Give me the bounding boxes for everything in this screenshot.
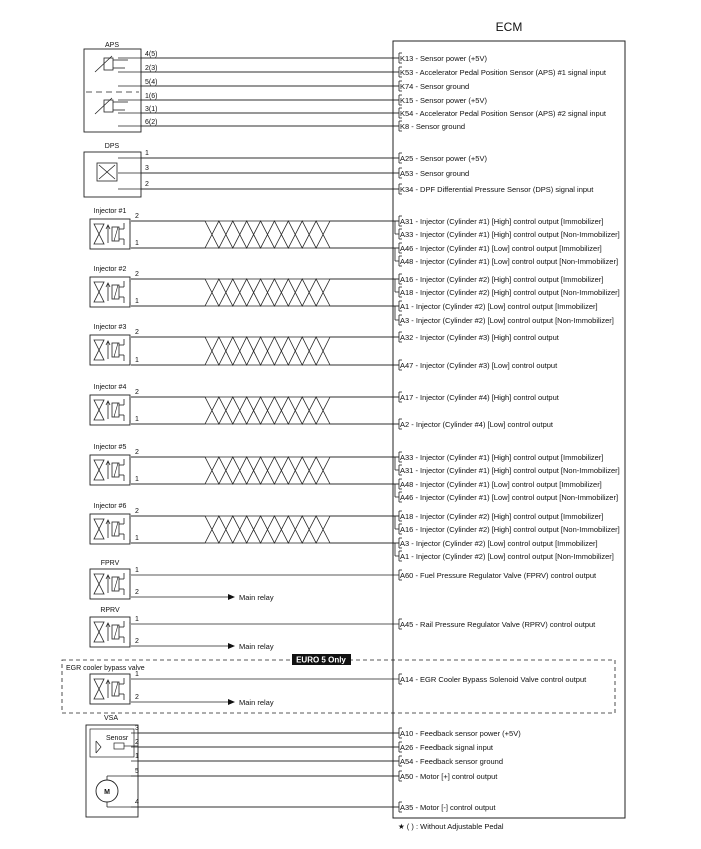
ecm-pin-code: A3 — [400, 316, 410, 325]
coil-icon — [114, 227, 118, 241]
ecm-pin-label — [400, 244, 602, 253]
coil-icon — [114, 343, 118, 357]
ecm-pin-code: A33 — [400, 453, 414, 462]
ecm-pin-desc: Sensor ground — [415, 122, 466, 131]
ecm-pin-code: K8 — [400, 122, 410, 131]
coil-icon — [112, 285, 119, 299]
ecm-pin-label — [400, 571, 597, 580]
aps-pin-label: 4(5) — [145, 51, 158, 58]
ecm-pin-code: A3 — [400, 539, 410, 548]
ecm-pin-desc: Injector (Cylinder #2) [Low] control output [Non-Immobilizer] — [415, 316, 614, 325]
solenoid-icon — [94, 574, 104, 594]
injector-pin-label: 1 — [135, 240, 139, 247]
ecm-pin-sep: - — [413, 169, 421, 178]
ecm-pin-sep: - — [413, 393, 421, 402]
ecm-pin-label — [400, 82, 469, 91]
ecm-pin-sep: - — [413, 54, 421, 63]
injector-pin-label: 2 — [135, 508, 139, 515]
injector-pin-label: 1 — [135, 535, 139, 542]
twisted-pair-wire — [205, 457, 330, 484]
arrow-right-icon — [228, 699, 235, 705]
injector-pin-label: 2 — [135, 329, 139, 336]
ecm-pin-code: A46 — [400, 493, 414, 502]
motor-label: M — [104, 789, 110, 796]
valve-pin-label: 2 — [135, 589, 139, 596]
dps-title: DPS — [104, 143, 120, 150]
injector-pin-label: 2 — [135, 271, 139, 278]
ecm-pin-label — [400, 512, 603, 521]
ecm-pin-code: K34 — [400, 185, 414, 194]
ecm-pin-desc: Fuel Pressure Regulator Valve (FPRV) control output — [420, 571, 597, 580]
egr-title: EGR cooler bypass valve — [66, 665, 145, 672]
injector-title: Injector #2 — [93, 266, 127, 273]
injector-4 — [90, 384, 139, 425]
ecm-pin-desc: DPF Differential Pressure Sensor (DPS) signal input — [420, 185, 594, 194]
solenoid-icon — [94, 519, 104, 539]
aps-pin-label: 2(3) — [145, 65, 158, 72]
coil-icon — [112, 625, 119, 639]
ecm-pin-sep: - — [413, 772, 421, 781]
injector-title: Injector #5 — [93, 444, 127, 451]
ecm-pin-code: A54 — [400, 757, 414, 766]
ecm-pin-code: K54 — [400, 109, 414, 118]
ecm-pin-label — [400, 217, 603, 226]
ecm-pin-sep: - — [413, 288, 421, 297]
euro5-region — [62, 660, 615, 713]
ecm-pin-label — [400, 757, 503, 766]
ecm-title: ECM — [495, 20, 523, 34]
coil-icon — [112, 463, 119, 477]
injector-title: Injector #6 — [93, 503, 127, 510]
coil-icon — [114, 522, 118, 536]
ecm-pin-desc: Rail Pressure Regulator Valve (RPRV) control output — [420, 620, 596, 629]
fprv-valve — [90, 560, 274, 602]
ecm-pin-code: A1 — [400, 552, 410, 561]
ecm-pin-sep: - — [413, 109, 420, 118]
ecm-pin-label — [400, 185, 594, 194]
injector-5 — [90, 444, 139, 485]
ecm-pin-sep: - — [409, 302, 416, 311]
potentiometer-arrow-icon — [95, 56, 112, 72]
aps-title: APS — [104, 42, 120, 49]
injector-1 — [90, 208, 139, 249]
ecm-pin-sep: - — [413, 361, 421, 370]
ecm-pin-desc: Injector (Cylinder #2) [High] control output [Non-Immobilizer] — [420, 525, 620, 534]
ecm-pin-desc: Injector (Cylinder #1) [Low] control output [Immobilizer] — [420, 244, 602, 253]
ecm-pin-label — [400, 480, 602, 489]
injector-pin-label: 1 — [135, 298, 139, 305]
ecm-pin-code: A31 — [400, 466, 414, 475]
ecm-pin-code: A10 — [400, 729, 414, 738]
ecm-pin-sep: - — [409, 122, 416, 131]
ecm-connectors — [399, 53, 620, 812]
coil-icon — [112, 343, 119, 357]
twisted-pair-wire — [205, 516, 330, 543]
ecm-pin-code: A18 — [400, 512, 414, 521]
ecm-pin-label — [400, 316, 614, 325]
ecm-pin-label — [400, 393, 560, 402]
vsa-sensor-label: Senosr — [106, 735, 129, 742]
dps-pin-label: 2 — [145, 181, 149, 188]
ecm-pin-sep: - — [413, 757, 421, 766]
injector-title: Injector #4 — [93, 384, 127, 391]
solenoid-icon — [94, 460, 104, 480]
injector-title: Injector #3 — [93, 324, 127, 331]
aps-pin-label: 5(4) — [145, 79, 158, 86]
injector-6 — [90, 503, 139, 544]
ecm-pin-desc: Feedback sensor power (+5V) — [420, 729, 521, 738]
ecm-pin-sep: - — [413, 743, 421, 752]
ecm-pin-desc: Accelerator Pedal Position Sensor (APS) #2 signal input — [419, 109, 606, 118]
main-relay-label: Main relay — [239, 593, 274, 602]
aps-pin-label: 6(2) — [145, 119, 158, 126]
ecm-pin-code: A16 — [400, 275, 414, 284]
ecm-pin-code: A2 — [400, 420, 410, 429]
ecm-pin-code: A25 — [400, 154, 414, 163]
solenoid-icon — [94, 340, 104, 360]
main-relay-label: Main relay — [239, 642, 274, 651]
valve-pin-label: 2 — [135, 638, 139, 645]
coil-icon — [114, 285, 118, 299]
vsa-pin-label: 5 — [135, 768, 139, 775]
ecm-pin-label — [400, 803, 496, 812]
ecm-pin-sep: - — [413, 525, 421, 534]
ecm-pin-code: A48 — [400, 257, 414, 266]
ecm-pin-desc: Accelerator Pedal Position Sensor (APS) #1 signal input — [419, 68, 606, 77]
ecm-pin-code: A26 — [400, 743, 414, 752]
arrow-right-icon — [228, 643, 235, 649]
aps-pin-label: 3(1) — [145, 106, 158, 113]
valve-pin-label: 2 — [135, 694, 139, 701]
ecm-pin-label — [400, 257, 618, 266]
ecm-pin-sep: - — [413, 571, 421, 580]
ecm-pin-sep: - — [413, 333, 421, 342]
ecm-pin-sep: - — [413, 493, 421, 502]
ecm-pin-label — [400, 302, 598, 311]
ecm-pin-desc: Injector (Cylinder #2) [High] control output [Immobilizer] — [420, 275, 604, 284]
solenoid-icon — [94, 400, 104, 420]
ecm-pin-label — [400, 288, 620, 297]
injector-pin-label: 2 — [135, 449, 139, 456]
ecm-pin-sep: - — [413, 466, 421, 475]
ecm-pin-sep: - — [413, 154, 421, 163]
ecm-pin-desc: Feedback sensor ground — [420, 757, 503, 766]
coil-icon — [112, 682, 119, 696]
ecm-pin-code: A33 — [400, 230, 414, 239]
ecm-pin-desc: Injector (Cylinder #3) [Low] control output — [420, 361, 558, 370]
solenoid-icon — [94, 224, 104, 244]
injector-2 — [90, 266, 139, 307]
ecm-pin-sep: - — [409, 552, 416, 561]
ecm-pin-code: A47 — [400, 361, 414, 370]
ecm-pin-sep: - — [409, 420, 416, 429]
ecm-pin-label — [400, 453, 603, 462]
twisted-pair-wire — [205, 397, 330, 424]
ecm-pin-label — [400, 729, 521, 738]
vsa-pin-label: 3 — [135, 725, 139, 732]
ecm-pin-sep: - — [413, 480, 421, 489]
ecm-pin-sep: - — [413, 96, 421, 105]
ecm-pin-desc: Injector (Cylinder #2) [High] control output [Immobilizer] — [420, 512, 604, 521]
ecm-pin-label — [400, 109, 607, 118]
ecm-pin-desc: Sensor power (+5V) — [420, 96, 487, 105]
ecm-pin-label — [400, 169, 469, 178]
ecm-pin-label — [400, 54, 487, 63]
ecm-pin-label — [400, 96, 487, 105]
ecm-pin-label — [400, 361, 558, 370]
dps-box — [84, 152, 141, 197]
coil-icon — [114, 403, 118, 417]
ecm-pin-label — [400, 525, 620, 534]
ecm-pin-code: A50 — [400, 772, 414, 781]
dps-pin-label: 3 — [145, 165, 149, 172]
coil-icon — [112, 522, 119, 536]
ecm-pin-sep: - — [409, 316, 416, 325]
ecm-pin-code: A60 — [400, 571, 414, 580]
ecm-pin-label — [400, 493, 618, 502]
wires — [118, 58, 399, 807]
valve-pin-label: 1 — [135, 567, 139, 574]
valve-pin-label: 1 — [135, 671, 139, 678]
ecm-pin-label — [400, 333, 560, 342]
ecm-pin-sep: - — [413, 257, 421, 266]
ecm-pin-desc: Injector (Cylinder #1) [Low] control output [Non-Immobilizer] — [420, 493, 619, 502]
ecm-pin-desc: Injector (Cylinder #1) [High] control output [Immobilizer] — [420, 217, 604, 226]
injector-pin-label: 1 — [135, 357, 139, 364]
vsa-title: VSA — [103, 715, 119, 722]
ecm-pin-label — [400, 552, 614, 561]
ecm-pin-code: A32 — [400, 333, 414, 342]
ecm-pin-code: K53 — [400, 68, 414, 77]
coil-icon — [114, 577, 118, 591]
sensor-arrow-icon — [96, 741, 101, 753]
injector-3 — [90, 324, 139, 365]
ecm-pin-desc: Injector (Cylinder #2) [Low] control output [Non-Immobilizer] — [415, 552, 614, 561]
ecm-pin-desc: Injector (Cylinder #2) [High] control output [Non-Immobilizer] — [420, 288, 620, 297]
ecm-pin-desc: EGR Cooler Bypass Solenoid Valve control output — [420, 675, 587, 684]
ecm-pin-desc: Injector (Cylinder #4) [High] control output — [420, 393, 559, 402]
fprv-title: FPRV — [100, 560, 120, 567]
ecm-pin-desc: Injector (Cylinder #2) [Low] control output [Immobilizer] — [415, 302, 598, 311]
ecm-pin-code: A14 — [400, 675, 414, 684]
ecm-pin-code: A53 — [400, 169, 414, 178]
ecm-pin-sep: - — [413, 729, 421, 738]
coil-icon — [112, 227, 119, 241]
ecm-pin-code: A17 — [400, 393, 414, 402]
ecm-pin-desc: Sensor power (+5V) — [420, 154, 487, 163]
ecm-pin-desc: Motor [-] control output — [420, 803, 496, 812]
ecm-pin-desc: Injector (Cylinder #2) [Low] control output [Immobilizer] — [415, 539, 598, 548]
ecm-pin-code: A1 — [400, 302, 410, 311]
coil-icon — [114, 625, 118, 639]
twisted-pair-wire — [205, 337, 330, 365]
ecm-pin-label — [400, 275, 603, 284]
ecm-pin-code: K13 — [400, 54, 414, 63]
ecm-pin-code: K74 — [400, 82, 414, 91]
euro5-label: EURO 5 Only — [296, 655, 346, 665]
ecm-pin-desc: Injector (Cylinder #1) [High] control output [Non-Immobilizer] — [420, 230, 620, 239]
ecm-pin-sep: - — [413, 275, 421, 284]
injector-pin-label: 2 — [135, 213, 139, 220]
ecm-pin-label — [400, 466, 620, 475]
ecm-pin-label — [400, 743, 494, 752]
solenoid-icon — [94, 679, 104, 699]
ecm-pin-label — [400, 230, 620, 239]
ecm-pin-code: A45 — [400, 620, 414, 629]
coil-icon — [112, 577, 119, 591]
coil-icon — [114, 682, 118, 696]
ecm-pin-sep: - — [409, 539, 416, 548]
ecm-pin-sep: - — [413, 620, 421, 629]
arrow-right-icon — [228, 594, 235, 600]
ecm-pin-code: A48 — [400, 480, 414, 489]
ecm-pin-label — [400, 539, 598, 548]
injector-title: Injector #1 — [93, 208, 127, 215]
ecm-pin-code: A18 — [400, 288, 414, 297]
egr-valve — [66, 665, 274, 707]
ecm-pin-sep: - — [413, 244, 421, 253]
ecm-pin-desc: Injector (Cylinder #4) [Low] control output — [415, 420, 554, 429]
ecm-pin-desc: Injector (Cylinder #1) [High] control output [Non-Immobilizer] — [420, 466, 620, 475]
ecm-pin-sep: - — [413, 453, 421, 462]
ecm-pin-label — [400, 675, 587, 684]
ecm-pin-desc: Injector (Cylinder #1) [Low] control output [Immobilizer] — [420, 480, 602, 489]
ecm-pin-label — [400, 122, 465, 131]
valve-pin-label: 1 — [135, 616, 139, 623]
injector-pin-label: 1 — [135, 476, 139, 483]
potentiometer-arrow-icon — [95, 98, 112, 114]
injector-pin-label: 2 — [135, 389, 139, 396]
ecm-pin-sep: - — [413, 82, 421, 91]
ecm-pin-sep: - — [413, 512, 421, 521]
ecm-pin-desc: Motor [+] control output — [420, 772, 498, 781]
ecm-pin-label — [400, 772, 498, 781]
ecm-pin-code: A35 — [400, 803, 414, 812]
ecm-pin-label — [400, 154, 487, 163]
ecm-pin-sep: - — [413, 217, 421, 226]
twisted-pair-wire — [205, 221, 330, 248]
vsa-pin-label: 4 — [135, 799, 139, 806]
ecm-pin-desc: Injector (Cylinder #1) [Low] control output [Non-Immobilizer] — [420, 257, 619, 266]
ecm-pin-desc: Injector (Cylinder #3) [High] control output — [420, 333, 559, 342]
ecm-pin-sep: - — [413, 185, 421, 194]
coil-icon — [112, 403, 119, 417]
ecm-pin-desc: Sensor ground — [420, 169, 470, 178]
ecm-pin-label — [400, 420, 554, 429]
dps-pin-label: 1 — [145, 150, 149, 157]
ecm-pin-code: A16 — [400, 525, 414, 534]
solenoid-icon — [94, 282, 104, 302]
vsa-pin-label: 2 — [135, 739, 139, 746]
resistor-icon — [114, 743, 124, 749]
solenoid-icon — [94, 622, 104, 642]
ecm-pin-code: K15 — [400, 96, 414, 105]
aps-pin-label: 1(6) — [145, 93, 158, 100]
ecm-pin-sep: - — [413, 230, 421, 239]
twisted-pair-wire — [205, 279, 330, 306]
footnote: ★ ( ) : Without Adjustable Pedal — [398, 822, 504, 831]
coil-icon — [114, 463, 118, 477]
ecm-pin-sep: - — [413, 68, 420, 77]
ecm-pin-sep: - — [413, 675, 421, 684]
ecm-pin-label — [400, 68, 607, 77]
vsa — [86, 715, 139, 817]
main-relay-label: Main relay — [239, 698, 274, 707]
ecm-pin-desc: Injector (Cylinder #1) [High] control output [Immobilizer] — [420, 453, 604, 462]
ecm-pin-desc: Sensor power (+5V) — [420, 54, 487, 63]
ecm-pin-code: A31 — [400, 217, 414, 226]
rprv-title: RPRV — [100, 607, 120, 614]
vsa-pin-label: 1 — [135, 753, 139, 760]
ecm-pin-desc: Sensor ground — [420, 82, 470, 91]
ecm-pin-sep: - — [413, 803, 421, 812]
injector-pin-label: 1 — [135, 416, 139, 423]
ecm-pin-desc: Feedback signal input — [420, 743, 493, 752]
rprv-valve — [90, 607, 274, 651]
ecm-pin-label — [400, 620, 596, 629]
ecm-pin-code: A46 — [400, 244, 414, 253]
aps-box — [84, 49, 141, 132]
